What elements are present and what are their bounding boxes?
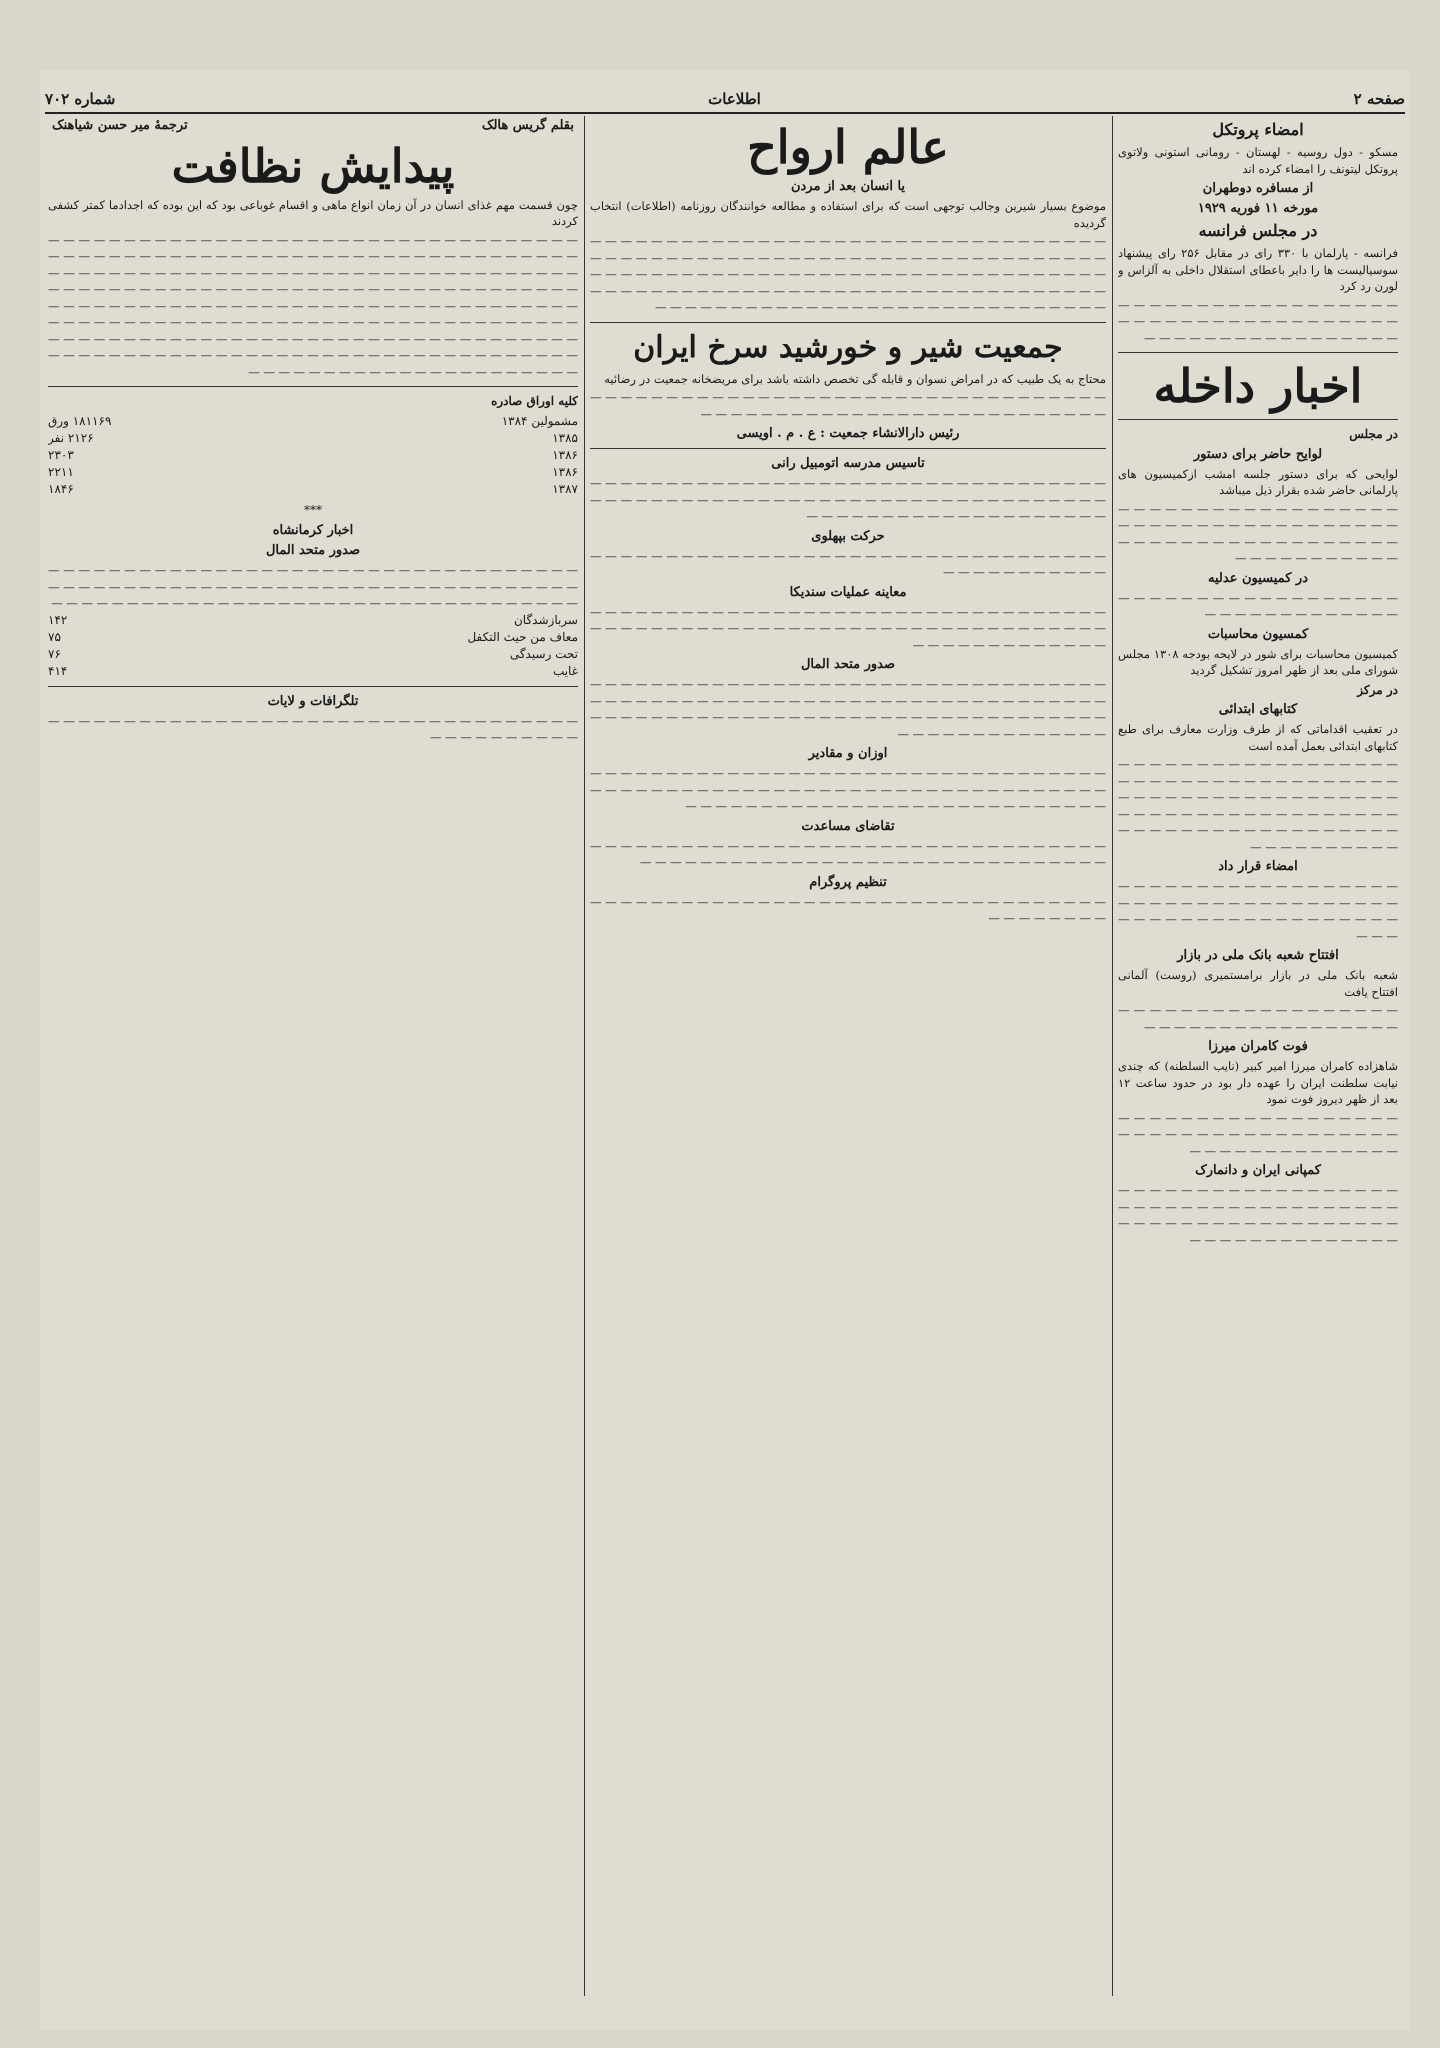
table-row	[48, 413, 578, 430]
france-text: فرانسه - پارلمان با ۳۳۰ رای در مقابل ۲۵۶ رای پیشنهاد سوسیالیست ها را دایر باعطای استقلال داخلی به آلزاس و لورن رد کرد	[1118, 246, 1398, 293]
column-rule	[584, 116, 585, 1996]
pahlavi-body: — — — — — — — — — — — — — — — — — — — — — — — — — — — — — — — — — — — — — — — — — — — — —	[590, 548, 1106, 579]
section-rule	[590, 448, 1106, 449]
telegrams-title: تلگرافات و لایات	[267, 693, 359, 709]
bank-body: — — — — — — — — — — — — — — — — — — — — — — — — — — — — — — — — — — —	[1118, 1003, 1398, 1034]
separator-stars: ***	[304, 502, 322, 517]
books-body: — — — — — — — — — — — — — — — — — — — — — — — — — — — — — — — — — — — — — — — — — — — — — — — — — — — — — — — — — — — — — — — — — — — — — — — — — — — — — — — — — — — — — — — — — — — — — — — — — — — —	[1118, 757, 1398, 854]
majlis-label: در مجلس	[1349, 427, 1398, 441]
table-row	[48, 430, 578, 447]
accounting-text: کمیسیون محاسبات برای شور در لایحه بودجه ۱۳۰۸ مجلس شورای ملی بعد از ظهر امروز تشکیل گردید	[1118, 646, 1398, 677]
column-rule	[1112, 116, 1113, 1996]
row-label: تحت رسیدگی	[509, 646, 578, 661]
byline	[52, 118, 574, 135]
row-value: ۲۳۰۳	[48, 447, 74, 462]
cleanliness-body: — — — — — — — — — — — — — — — — — — — — — — — — — — — — — — — — — — — — — — — — — — — — — — — — — — — — — — — — — — — — — — — — — — — — — — — — — — — — — — — — — — — — — — — — — — — — — — — — — — — — — — — — — — — — — — — — — — — — — — — — — — — — — — — — — — — — — — — — — — — — — — — — — — — — — — — — — — — — — — — — — — — — — — — — — — — — — — — — — — — — — — — — — — — — — — — — — — — — — — — — — — — — — — — — — — — — — — — — — — — — — — — — — — — — — — — — — — — — — — — — — — — — — — — — — — — — — — — — — — — — — — — — — — — — — — — — — — — — — — — — — — — — — — — — — — — — — — — — — — — — — —	[48, 232, 578, 379]
kermanshah-title: اخبار کرمانشاه	[272, 523, 354, 538]
driving-school-body: — — — — — — — — — — — — — — — — — — — — — — — — — — — — — — — — — — — — — — — — — — — — — — — — — — — — — — — — — — — — — — — — — — — — — — — — — — — — — — — — — — — — — — — —	[590, 476, 1106, 523]
bank-text: شعبه بانک ملی در بازار برامستمیری (روست) آلمانی افتتاح یافت	[1118, 968, 1398, 999]
export-title: صدور متحد المال	[800, 657, 896, 672]
cleanliness-title: پیدایش نظافت	[171, 138, 455, 193]
bonds-table	[48, 413, 578, 498]
table-row	[48, 447, 578, 464]
telegrams-body: — — — — — — — — — — — — — — — — — — — — — — — — — — — — — — — — — — — — — — — — — — — — —	[48, 713, 578, 744]
society-sign: رئیس دارالانشاء جمعیت : ع . م . اویسی	[736, 426, 960, 441]
author: بقلم گریس هالک	[481, 118, 574, 133]
protocol-text: مسکو - دول روسیه - لهستان - رومانی استونی ولاتوی پروتکل لیتونف را امضاء کرده اند	[1118, 145, 1398, 176]
row-value: ۱۸۴۶	[48, 481, 74, 496]
retirement-title: تقاضای مساعدت	[801, 818, 895, 834]
contract-title: امضاء قرار داد	[1218, 859, 1298, 874]
row-label: معاف من حیث التکفل	[467, 629, 578, 644]
table-row	[48, 481, 578, 498]
section-rule	[48, 686, 578, 687]
row-label: غایب	[552, 663, 578, 678]
row-label: سربازشدگان	[513, 612, 578, 627]
society-text: محتاج به یک طبیب که در امراض نسوان و قابله گی تخصص داشته باشد برای مریضخانه جمعیت در رضائیه	[604, 371, 1106, 386]
justice-title: در کمیسیون عدلیه	[1208, 570, 1308, 586]
row-value: ۷۵	[48, 629, 61, 644]
weights-title: اوزان و مقادیر	[808, 746, 888, 761]
danish-title: کمپانی ایران و دانمارک	[1195, 1163, 1321, 1178]
row-value: ۱۴۲	[48, 612, 68, 627]
bills-text: لوایحی که برای دستور جلسه امشب ازکمیسیون های پارلمانی حاضر شده بقرار ذیل میباشد	[1118, 466, 1398, 497]
pahlavi-title: حرکت بپهلوی	[811, 528, 885, 544]
masthead	[45, 86, 1405, 114]
bills-title: لوایح حاضر برای دستور	[1193, 446, 1323, 462]
row-value: ۷۶	[48, 646, 61, 661]
section-rule	[1118, 352, 1398, 353]
books-text: در تعقیب اقداماتی که از طرف وزارت معارف برای طبع کتابهای ابتدائی بعمل آمده است	[1118, 722, 1398, 753]
driving-school-title: تاسیس مدرسه اتومبیل رانی	[771, 456, 925, 471]
draft-table	[48, 612, 578, 680]
death-title: فوت کامران میرزا	[1208, 1039, 1308, 1054]
section-rule	[590, 322, 1106, 323]
row-value: ۲۲۱۱	[48, 464, 74, 479]
justice-body: — — — — — — — — — — — — — — — — — — — — — — — — — — — — — — —	[1118, 590, 1398, 621]
row-label: ۱۳۸۵	[552, 430, 578, 445]
internal-news-title: اخبار داخله	[1153, 359, 1363, 413]
row-label: ۱۳۸۷	[552, 481, 578, 496]
contract-body: — — — — — — — — — — — — — — — — — — — — — — — — — — — — — — — — — — — — — — — — — — — — — — — — — — — — — — — — —	[1118, 879, 1398, 943]
section-rule	[1118, 419, 1398, 420]
left-column	[48, 116, 578, 2016]
bonds-text: کلیه اوراق صادره	[491, 394, 578, 408]
program-title: تنظیم پروگرام	[809, 874, 887, 890]
row-label: ۱۳۸۶	[552, 464, 578, 479]
meeting-title: از مسافره دوطهران	[1202, 181, 1314, 196]
union-body: — — — — — — — — — — — — — — — — — — — — — — — — — — — — — — — — — — — — — — — — — — — — — — — — — — — — — — — — — — — — — — — — — — — — — — — — — — — — — — — — —	[590, 604, 1106, 652]
bank-title: افتتاح شعبه بانک ملی در بازار	[1177, 948, 1339, 963]
issue-label: شماره ۷۰۲	[45, 90, 116, 108]
books-title: کتابهای ابتدائی	[1218, 702, 1298, 717]
society-title: جمعیت شیر و خورشید سرخ ایران	[633, 329, 1063, 365]
row-value: ۲۱۲۶ نفر	[48, 430, 94, 445]
union-title: معاینه عملیات سندیکا	[789, 584, 907, 600]
table-row	[48, 612, 578, 629]
section-rule	[48, 386, 578, 387]
bills-body: — — — — — — — — — — — — — — — — — — — — — — — — — — — — — — — — — — — — — — — — — — — — — — — — — — — — — — — — — — — — — — — — —	[1118, 501, 1398, 565]
protocol-title: امضاء پروتکل	[1212, 120, 1304, 139]
spirits-body: — — — — — — — — — — — — — — — — — — — — — — — — — — — — — — — — — — — — — — — — — — — — — — — — — — — — — — — — — — — — — — — — — — — — — — — — — — — — — — — — — — — — — — — — — — — — — — — — — — — — — — — — — — — — — — — — — — — — — — — — — — — — — — — — — — — — — — — — — — — — — — — — — — — — — — — — — — — — — — — — — — — — — —	[590, 234, 1106, 314]
table-row	[48, 629, 578, 646]
retirement-body: — — — — — — — — — — — — — — — — — — — — — — — — — — — — — — — — — — — — — — — — — — — — — — — — — — — — — — — — — — — — — — — — —	[590, 838, 1106, 869]
right-column	[1118, 116, 1398, 2016]
row-value: ۴۱۴	[48, 663, 68, 678]
accounting-title: کمسیون محاسبات	[1207, 626, 1309, 642]
kermanshah-body: — — — — — — — — — — — — — — — — — — — — — — — — — — — — — — — — — — — — — — — — — — — — — — — — — — — — — — — — — — — — — — — — — — — — — — — — — — — — — — — — — — — — — — — — — — — — — — — — — — — — — — — — —	[48, 563, 578, 610]
middle-column	[590, 116, 1106, 2016]
meeting-date: مورخه ۱۱ فوریه ۱۹۲۹	[1197, 201, 1319, 216]
table-row	[48, 646, 578, 663]
france-body: — — — — — — — — — — — — — — — — — — — — — — — — — — — — — — — — — — — — — — — — — — — — — — — — — — — — —	[1118, 297, 1398, 345]
death-body: — — — — — — — — — — — — — — — — — — — — — — — — — — — — — — — — — — — — — — — — — — — — — — — — — —	[1118, 1110, 1398, 1158]
row-label: ۱۳۸۶	[552, 447, 578, 462]
spirits-title: عالم ارواح	[747, 120, 949, 174]
translator: ترجمهٔ میر حسن شیاهنک	[52, 118, 188, 133]
france-title: در مجلس فرانسه	[1198, 221, 1318, 240]
row-value: ۱۸۱۱۶۹ ورق	[48, 413, 112, 428]
paper-name: اطلاعات	[708, 90, 761, 108]
society-body: — — — — — — — — — — — — — — — — — — — — — — — — — — — — — — — — — — — — — — — — — — — — — — — — — — — — — — — — — — — — —	[590, 390, 1106, 421]
table-row	[48, 464, 578, 481]
left-export-title: صدور متحد المال	[265, 543, 361, 558]
table-row	[48, 663, 578, 680]
spirits-subtitle: یا انسان بعد از مردن	[790, 179, 906, 194]
weights-body: — — — — — — — — — — — — — — — — — — — — — — — — — — — — — — — — — — — — — — — — — — — — — — — — — — — — — — — — — — — — — — — — — — — — — — — — — — — — — — — — — — — — — — — — — — — — — — — —	[590, 766, 1106, 813]
center-label: در مرکز	[1357, 682, 1398, 697]
export-body: — — — — — — — — — — — — — — — — — — — — — — — — — — — — — — — — — — — — — — — — — — — — — — — — — — — — — — — — — — — — — — — — — — — — — — — — — — — — — — — — — — — — — — — — — — — — — — — — — — — — — — — — — — — — — — — — — — — —	[590, 677, 1106, 741]
spirits-text: موضوع بسیار شیرین وجالب توجهی است که برای استفاده و مطالعه خوانندگان روزنامه (اطلاعات) انتخاب گردیده	[590, 199, 1106, 230]
row-label: مشمولین ۱۳۸۴	[501, 413, 578, 428]
death-text: شاهزاده کامران میرزا امیر کبیر (نایب السلطنه) که چندی نیابت سلطنت ایران را عهده دار بود در حدود ساعت ۱۲ بعد از ظهر دیروز فوت نمود	[1118, 1059, 1398, 1106]
danish-body: — — — — — — — — — — — — — — — — — — — — — — — — — — — — — — — — — — — — — — — — — — — — — — — — — — — — — — — — — — — — — — — — — — — —	[1118, 1183, 1398, 1247]
page-label: صفحه ۲	[1353, 90, 1405, 108]
cleanliness-text: چون قسمت مهم غذای انسان در آن زمان انواع ماهی و اقسام غوباعی بود که این بوده که اجدادما کمتر کشفی کردند	[48, 197, 578, 228]
program-body: — — — — — — — — — — — — — — — — — — — — — — — — — — — — — — — — — — — — — — — — — —	[590, 894, 1106, 925]
